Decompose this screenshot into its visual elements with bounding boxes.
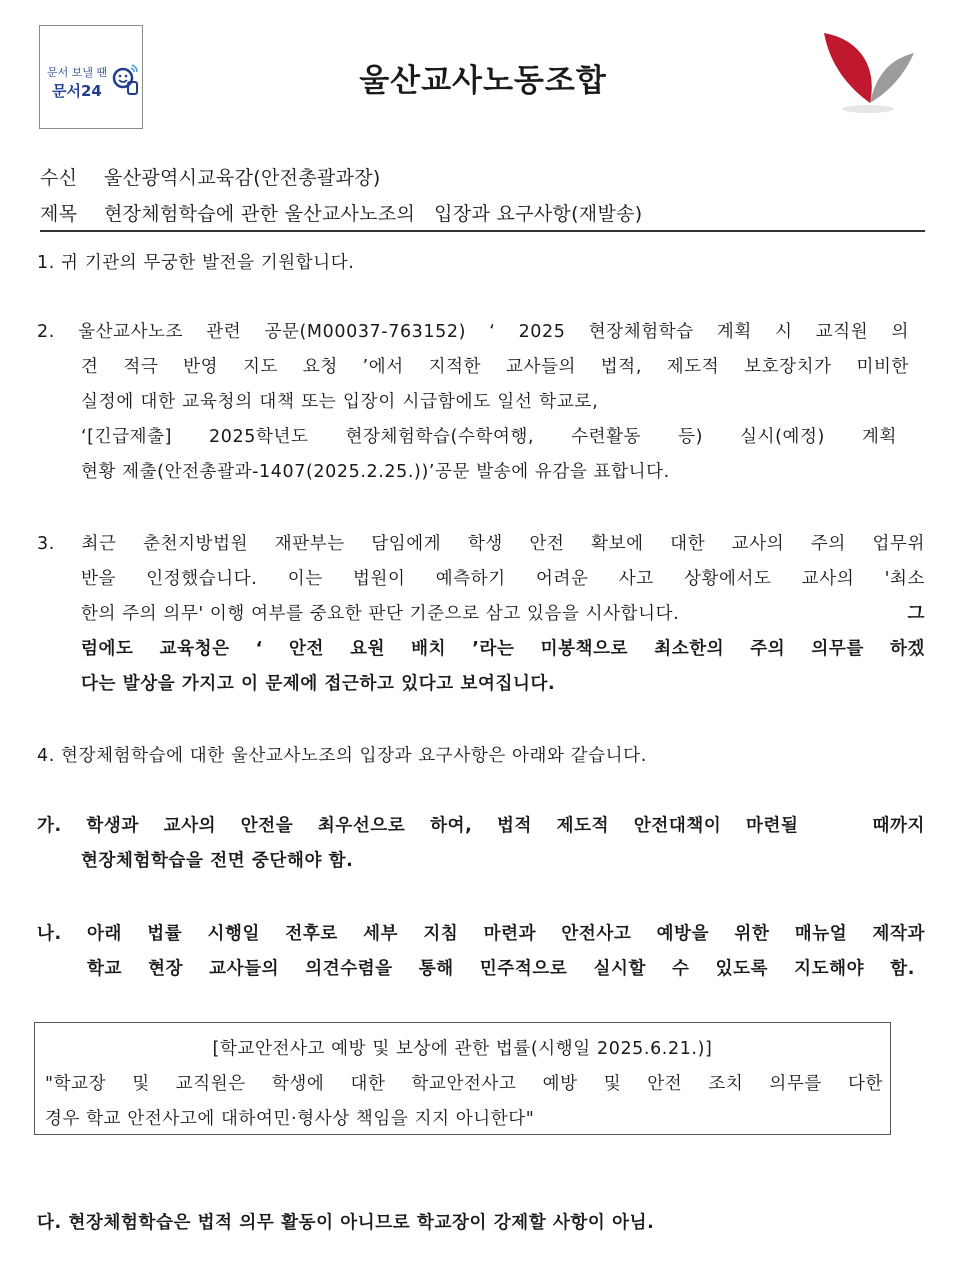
paragraph-2-line: ‘[긴급제출] 2025학년도 현장체험학습(수학여행, 수련활동 등) 실시(예정) 계획: [81, 427, 897, 447]
recipient-label: 수신: [40, 167, 78, 189]
law-quote-line: "학교장 및 교직원은 학생에 대한 학교안전사고 예방 및 안전 조치 의무를 다한: [45, 1074, 883, 1094]
org-title: 울산교사노동조합: [359, 63, 607, 99]
paragraph-3-line: 반을 인정했습니다. 이는 법원이 예측하기 어려운 사고 상황에서도 교사의 '최소: [81, 569, 925, 589]
subject-label: 제목: [40, 203, 78, 225]
paragraph-3-line: [81, 597, 925, 632]
item-da-text: 다. 현장체험학습은 법적 의무 활동이 아니므로 학교장이 강제할 사항이 아님.: [37, 1213, 655, 1233]
item-ga-line: 현장체험학습을 전면 중단해야 함.: [81, 851, 354, 871]
paragraph-3: [37, 527, 925, 702]
item-na-line: 학교 현장 교사들의 의견수렴을 통해 민주적으로 실시할 수 있도록 지도해야 함.: [87, 959, 915, 979]
header-divider: [40, 230, 925, 232]
paragraph-2-line: 2. 울산교사노조 관련 공문(M00037-763152) ‘ 2025 현장체험학습 계획 시 교직원 의: [37, 322, 909, 342]
subject-value: 현장체험학습에 관한 울산교사노조의 입장과 요구사항(재발송): [104, 203, 643, 225]
item-ga: [37, 809, 925, 879]
law-quote-line: 경우 학교 안전사고에 대하여민·형사상 책임을 지지 아니한다": [45, 1109, 535, 1129]
item-da: [37, 1206, 654, 1241]
subject-row: [40, 199, 642, 226]
logo-name: 문서24: [52, 82, 102, 100]
paragraph-2-line: 현황 제출(안전총괄과-1407(2025.2.25.))’공문 발송에 유감을 표합니다.: [81, 462, 670, 482]
recipient-row: [40, 163, 381, 190]
paragraph-3-line-text: 한의 주의 의무' 이행 여부를 중요한 판단 기준으로 삼고 있음을 시사합니다.: [81, 604, 680, 624]
paragraph-4-text: 4. 현장체험학습에 대한 울산교사노조의 입장과 요구사항은 아래와 같습니다.: [37, 746, 647, 766]
paragraph-4: [37, 739, 647, 774]
logo-tagline: 문서 보낼 땐: [47, 66, 108, 79]
recipient-value: 울산광역시교육감(안전총괄과장): [104, 167, 381, 189]
item-ga-line: 가. 학생과 교사의 안전을 최우선으로 하여, 법적 제도적 안전대책이 마련될 때까지: [37, 816, 925, 836]
paragraph-3-bold-line: 다는 발상을 가지고 이 문제에 접근하고 있다고 보여집니다.: [81, 674, 556, 694]
paragraph-1-text: 1. 귀 기관의 무궁한 발전을 기원합니다.: [37, 253, 355, 273]
law-quote-box: [34, 1022, 891, 1135]
item-na: [37, 917, 925, 987]
paragraph-3-line: 3. 최근 춘천지방법원 재판부는 담임에게 학생 안전 확보에 대한 교사의 주의 업무위: [37, 534, 925, 554]
paragraph-1: [37, 246, 354, 281]
union-emblem-icon: [818, 25, 918, 117]
item-na-line: 나. 아래 법률 시행일 전후로 세부 지침 마련과 안전사고 예방을 위한 매뉴얼 제작과: [37, 924, 925, 944]
law-title: [학교안전사고 예방 및 보상에 관한 법률(시행일 2025.6.21.)]: [212, 1039, 713, 1059]
paragraph-3-bold-line: 럼에도 교육청은 ‘ 안전 요원 배치 ’라는 미봉책으로 최소한의 주의 의무를 하겠: [81, 639, 925, 659]
paragraph-2-line: 견 적극 반영 지도 요청 ’에서 지적한 교사들의 법적, 제도적 보호장치가 미비한: [81, 357, 909, 377]
paragraph-3-bold-start: 그: [907, 604, 925, 624]
paragraph-2: [37, 315, 909, 490]
paragraph-2-line: 실정에 대한 교육청의 대책 또는 입장이 시급함에도 일선 학교로,: [81, 392, 599, 412]
